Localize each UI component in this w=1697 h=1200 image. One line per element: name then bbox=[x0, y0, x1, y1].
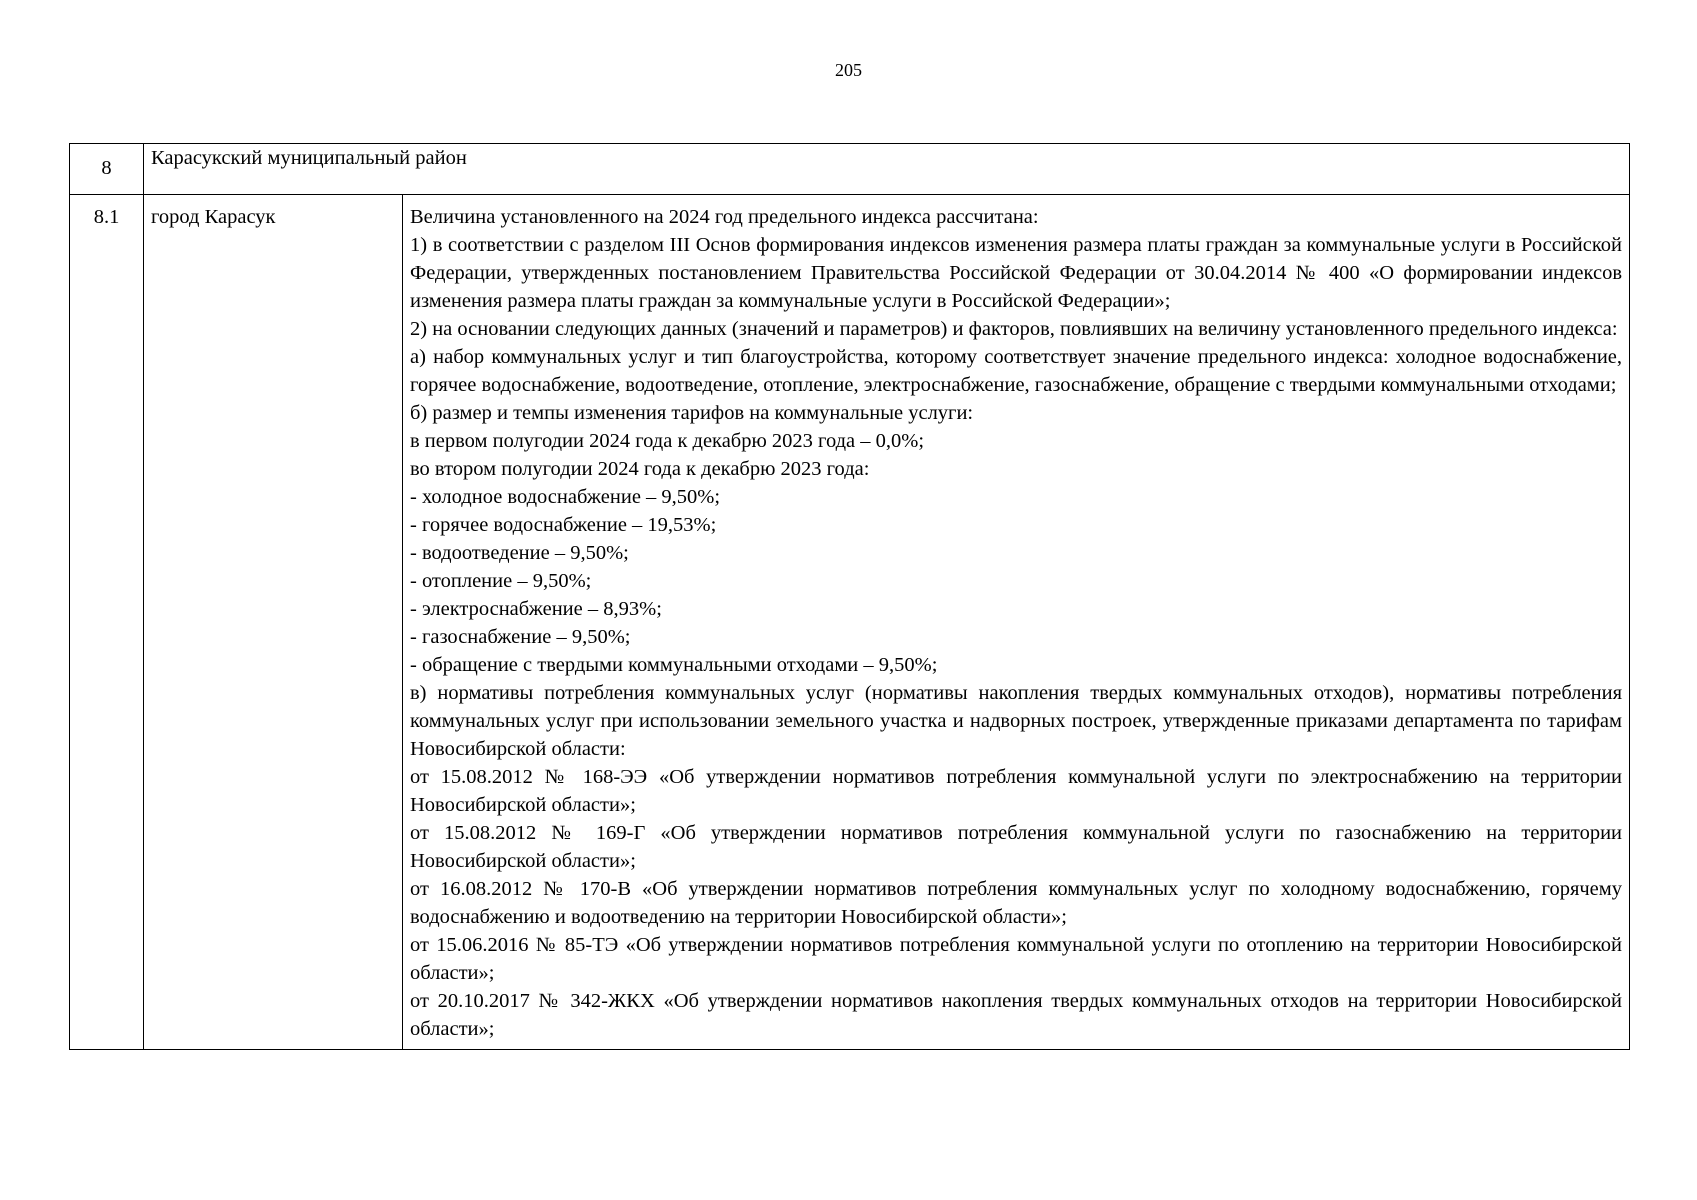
paragraph: Величина установленного на 2024 год предельного индекса рассчитана: bbox=[410, 206, 1039, 228]
paragraph: 2) на основании следующих данных (значений и параметров) и факторов, повлиявших на величину установленного предельного индекса: bbox=[410, 318, 1618, 340]
municipality-name: город Карасук bbox=[144, 195, 403, 1050]
table-row bbox=[70, 195, 1630, 1050]
paragraph: от 20.10.2017 № 342-ЖКХ «Об утверждении нормативов накопления твердых коммунальных отходов на территории Новосибирской области»; bbox=[410, 990, 1623, 1040]
list-item: - газоснабжение – 9,50%; bbox=[410, 626, 631, 648]
paragraph: а) набор коммунальных услуг и тип благоустройства, которому соответствует значение предельного индекса: холодное водоснабжение, горячее водоснабжение, водоотведение, отопление, электроснабжение, газоснабжение, обращение с твердыми коммунальными отходами; bbox=[410, 346, 1623, 396]
index-description bbox=[403, 195, 1630, 1050]
paragraph: от 15.08.2012 № 169-Г «Об утверждении нормативов потребления коммунальной услуги по газоснабжению на территории Новосибирской области»; bbox=[410, 822, 1623, 872]
paragraph: 1) в соответствии с разделом III Основ формирования индексов изменения размера платы граждан за коммунальные услуги в Российской Федерации, утвержденных постановлением Правительства Российской Федерации от 30.04.2014 № 400 «О формировании индексов изменения размера платы граждан за коммунальные услуги в Российской Федерации»; bbox=[410, 234, 1623, 312]
section-title: Карасукский муниципальный район bbox=[144, 144, 1630, 195]
section-row bbox=[70, 144, 1630, 195]
row-number: 8.1 bbox=[70, 195, 144, 1050]
list-item: - обращение с твердыми коммунальными отходами – 9,50%; bbox=[410, 654, 938, 676]
paragraph: от 15.08.2012 № 168-ЭЭ «Об утверждении нормативов потребления коммунальной услуги по электроснабжению на территории Новосибирской области»; bbox=[410, 766, 1623, 816]
list-item: - электроснабжение – 8,93%; bbox=[410, 598, 662, 620]
page-number: 205 bbox=[835, 60, 862, 80]
list-item: - холодное водоснабжение – 9,50%; bbox=[410, 486, 721, 508]
list-item: - отопление – 9,50%; bbox=[410, 570, 592, 592]
section-number: 8 bbox=[70, 144, 144, 195]
paragraph: в первом полугодии 2024 года к декабрю 2023 года – 0,0%; bbox=[410, 430, 925, 452]
paragraph: во втором полугодии 2024 года к декабрю 2023 года: bbox=[410, 458, 870, 480]
paragraph: б) размер и темпы изменения тарифов на коммунальные услуги: bbox=[410, 402, 974, 424]
tariff-index-table bbox=[69, 143, 1630, 1050]
list-item: - водоотведение – 9,50%; bbox=[410, 542, 629, 564]
list-item: - горячее водоснабжение – 19,53%; bbox=[410, 514, 717, 536]
paragraph: от 15.06.2016 № 85-ТЭ «Об утверждении нормативов потребления коммунальной услуги по отоплению на территории Новосибирской области»; bbox=[410, 934, 1623, 984]
paragraph: от 16.08.2012 № 170-В «Об утверждении нормативов потребления коммунальных услуг по холодному водоснабжению, горячему водоснабжению и водоотведению на территории Новосибирской области»; bbox=[410, 878, 1623, 928]
paragraph: в) нормативы потребления коммунальных услуг (нормативы накопления твердых коммунальных отходов), нормативы потребления коммунальных услуг при использовании земельного участка и надворных построек, утвержденные приказами департамента по тарифам Новосибирской области: bbox=[410, 682, 1623, 760]
